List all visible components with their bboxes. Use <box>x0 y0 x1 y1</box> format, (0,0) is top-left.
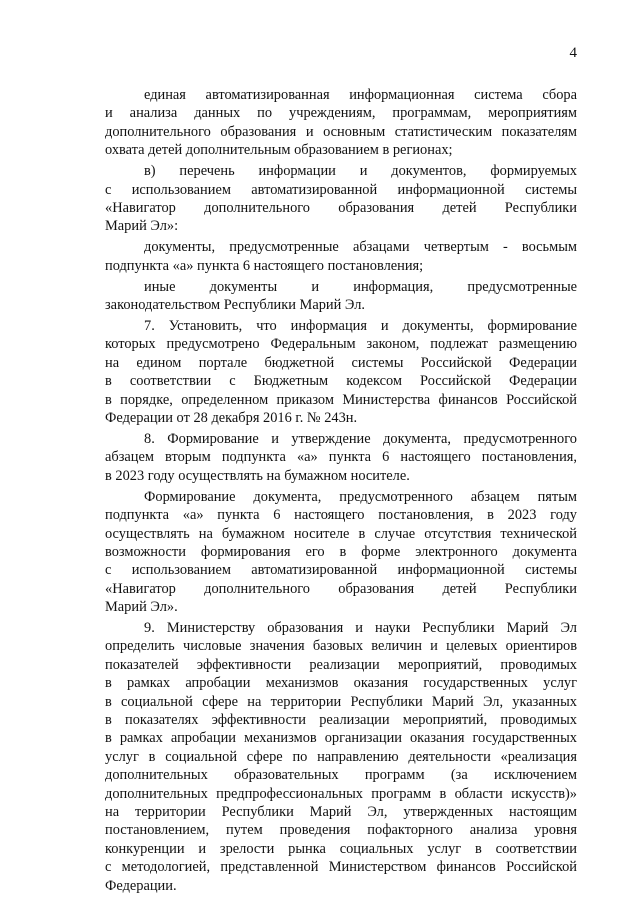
paragraph <box>105 278 577 315</box>
text-line: в рамках апробации механизмов оказания государственных услуг <box>105 675 577 692</box>
text-line: 9. Министерству образования и науки Республики Марий Эл <box>144 620 577 637</box>
text-line: охвата детей дополнительным образованием в регионах; <box>105 142 453 159</box>
text-line: на территории Республики Марий Эл, утвержденных настоящим <box>105 804 577 820</box>
text-line: Марий Эл»: <box>105 218 179 235</box>
page-number: 4 <box>569 45 577 61</box>
text-line: дополнительных образовательных программ (за исключением <box>105 767 577 784</box>
text-line: дополнительного образования и основным статистическим показателям <box>105 123 577 140</box>
paragraph <box>105 162 577 236</box>
text-line: абзацем вторым подпункта «а» пункта 6 настоящего постановления, <box>105 449 577 466</box>
text-line: 8. Формирование и утверждение документа, предусмотренного <box>144 431 577 447</box>
paragraph <box>105 317 577 427</box>
text-line: услуг в социальной сфере по направлению деятельности «реализация <box>105 748 577 765</box>
paragraph <box>105 488 577 617</box>
text-line: «Навигатор дополнительного образования детей Республики <box>105 199 577 216</box>
paragraph <box>105 86 577 160</box>
paragraph <box>105 238 577 275</box>
text-line: в соответствии с Бюджетным кодексом Российской Федерации <box>105 373 577 390</box>
text-line: Формирование документа, предусмотренного абзацем пятым <box>144 488 577 505</box>
text-line: подпункта «а» пункта 6 настоящего постановления; <box>105 257 424 274</box>
text-line: постановлением, путем проведения пофакторного анализа уровня <box>105 822 577 839</box>
text-line: единая автоматизированная информационная система сбора <box>144 87 577 103</box>
text-line: законодательством Республики Марий Эл. <box>105 297 366 314</box>
text-line: в рамках апробации механизмов организации оказания государственных <box>105 730 577 747</box>
text-line: документы, предусмотренные абзацами четвертым - восьмым <box>144 239 577 256</box>
text-line: в порядке, определенном приказом Министерства финансов Российской <box>105 391 577 408</box>
text-line: в) перечень информации и документов, формируемых <box>144 163 577 180</box>
text-line: определить числовые значения базовых величин и целевых ориентиров <box>105 638 577 655</box>
text-line: иные документы и информация, предусмотренные <box>144 278 577 295</box>
text-line: показателей эффективности реализации мероприятий, проводимых <box>105 656 577 673</box>
text-line: и анализа данных по учреждениям, программам, мероприятиям <box>105 105 577 122</box>
text-line: Федерации. <box>105 877 177 894</box>
text-line: Федерации от 28 декабря 2016 г. № 243н. <box>105 410 358 427</box>
text-line: в 2023 году осуществлять на бумажном носителе. <box>105 467 410 484</box>
paragraph <box>105 430 577 485</box>
text-line: с методологией, представленной Министерством финансов Российской <box>105 859 577 876</box>
text-line: дополнительных предпрофессиональных программ в области искусств)» <box>105 785 577 802</box>
paragraph <box>105 619 577 895</box>
text-line: возможности формирования его в форме электронного документа <box>105 543 577 560</box>
text-line: в показателях эффективности реализации мероприятий, проводимых <box>105 712 577 729</box>
text-line: конкуренции и зрелости рынка социальных услуг в соответствии <box>105 840 577 857</box>
text-line: на едином портале бюджетной системы Российской Федерации <box>105 354 577 371</box>
text-line: «Навигатор дополнительного образования детей Республики <box>105 580 577 597</box>
document-body <box>105 86 577 895</box>
text-line: с использованием автоматизированной информационной системы <box>105 181 577 198</box>
text-line: которых предусмотрено Федеральным законом, подлежат размещению <box>105 336 577 353</box>
text-line: 7. Установить, что информация и документы, формирование <box>144 318 577 335</box>
text-line: подпункта «а» пункта 6 настоящего постановления, в 2023 году <box>105 507 577 524</box>
text-line: осуществлять на бумажном носителе в случае отсутствия технической <box>105 525 577 542</box>
text-line: с использованием автоматизированной информационной системы <box>105 562 577 579</box>
text-line: Марий Эл». <box>105 599 178 616</box>
text-line: в социальной сфере на территории Республики Марий Эл, указанных <box>105 693 577 710</box>
